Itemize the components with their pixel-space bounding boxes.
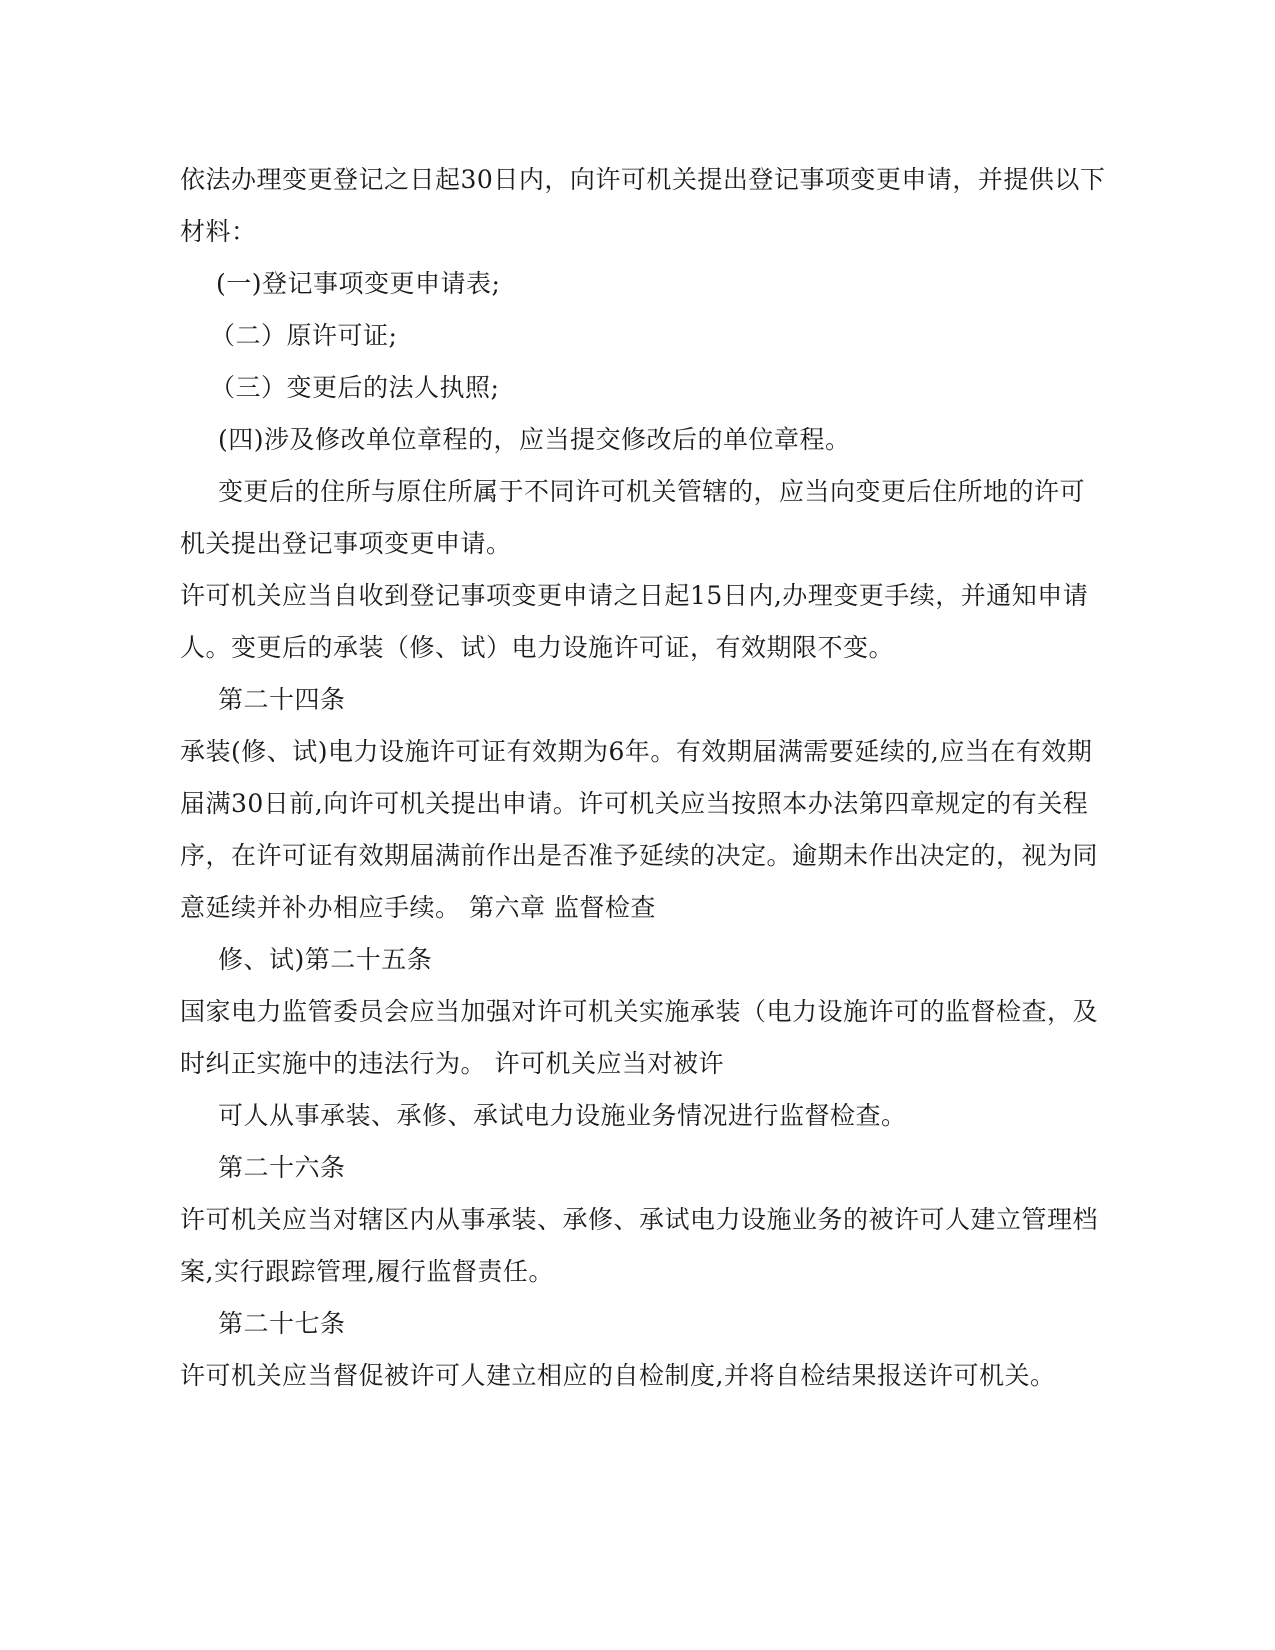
- text-line: 可人从事承装、承修、承试电力设施业务情况进行监督检查。: [218, 1101, 907, 1130]
- text-line: 时纠正实施中的违法行为。 许可机关应当对被许: [180, 1049, 724, 1078]
- text-line: 机关提出登记事项变更申请。: [180, 529, 512, 558]
- text-line: 人。变更后的承装（修、试）电力设施许可证，有效期限不变。: [180, 633, 895, 662]
- text-line: 国家电力监管委员会应当加强对许可机关实施承装（电力设施许可的监督检查，及: [180, 997, 1099, 1026]
- text-line: 许可机关应当自收到登记事项变更申请之日起15日内,办理变更手续，并通知申请: [180, 581, 1089, 610]
- text-line: 材料：: [180, 217, 257, 246]
- text-line: 变更后的住所与原住所属于不同许可机关管辖的，应当向变更后住所地的许可: [218, 477, 1086, 506]
- text-line: 意延续并补办相应手续。 第六章 监督检查: [180, 893, 656, 922]
- text-line: 序，在许可证有效期届满前作出是否准予延续的决定。逾期未作出决定的，视为同: [180, 841, 1099, 870]
- text-line: 案,实行跟踪管理,履行监督责任。: [180, 1257, 554, 1286]
- text-line: 承装(修、试)电力设施许可证有效期为6年。有效期届满需要延续的,应当在有效期: [180, 737, 1093, 766]
- text-line: 许可机关应当对辖区内从事承装、承修、承试电力设施业务的被许可人建立管理档: [180, 1205, 1099, 1234]
- text-line: 第二十四条: [218, 685, 346, 714]
- text-line: 届满30日前,向许可机关提出申请。许可机关应当按照本办法第四章规定的有关程: [180, 789, 1089, 818]
- text-line: 第二十六条: [218, 1153, 346, 1182]
- text-line: 依法办理变更登记之日起30日内，向许可机关提出登记事项变更申请，并提供以下: [180, 165, 1106, 194]
- text-line: （二）原许可证;: [210, 321, 398, 350]
- text-line: 第二十七条: [218, 1309, 346, 1338]
- text-line: 许可机关应当督促被许可人建立相应的自检制度,并将自检结果报送许可机关。: [180, 1361, 1056, 1390]
- text-line: （三）变更后的法人执照;: [210, 373, 500, 402]
- text-line: 修、试)第二十五条: [218, 945, 433, 974]
- text-line: (一)登记事项变更申请表;: [216, 269, 501, 298]
- text-line: (四)涉及修改单位章程的，应当提交修改后的单位章程。: [218, 425, 851, 454]
